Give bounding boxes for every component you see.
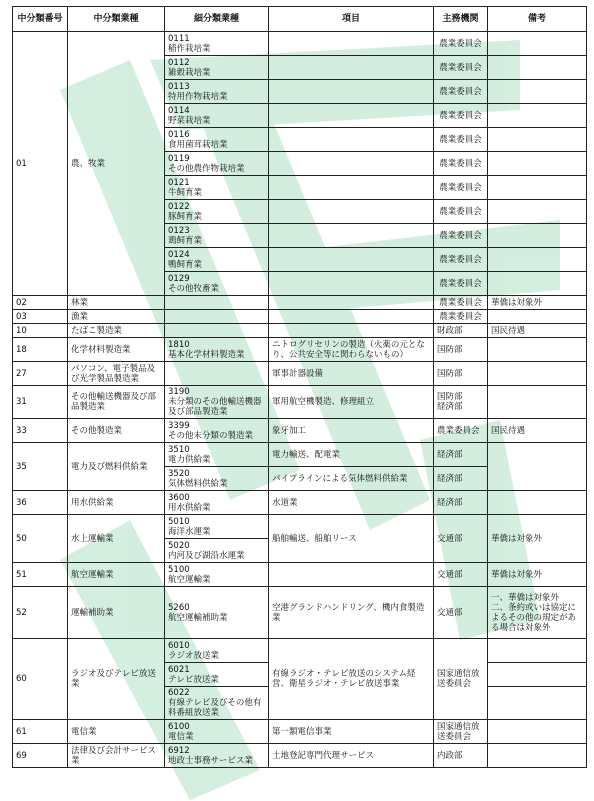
- table-row: [13, 32, 587, 56]
- sub-name: 鴨飼育業: [168, 259, 203, 270]
- industry-cell: 農、牧業: [68, 32, 165, 296]
- sub-name: その他未分類の製造業: [168, 430, 254, 441]
- sub-cell: [165, 639, 269, 663]
- sub-code: 6912: [168, 745, 190, 756]
- code-cell: 51: [13, 563, 68, 587]
- note-cell: [488, 663, 587, 687]
- sub-code: 0111: [168, 33, 190, 44]
- agency-cell: 農業委員会: [434, 56, 488, 80]
- table-row: [13, 587, 587, 639]
- note-cell: [488, 338, 587, 362]
- sub-cell: [165, 539, 269, 563]
- sub-code: 3520: [168, 468, 190, 479]
- note-cell: [488, 491, 587, 515]
- item-cell: [269, 563, 434, 587]
- note-cell: [488, 32, 587, 56]
- sub-cell: [165, 491, 269, 515]
- item-cell: [269, 128, 434, 152]
- code-cell: 03: [13, 310, 68, 324]
- item-cell: 軍事計器設備: [269, 362, 434, 386]
- note-cell: [488, 362, 587, 386]
- agency-cell: 農業委員会: [434, 32, 488, 56]
- note-cell: 国民待遇: [488, 419, 587, 443]
- sub-code: 3190: [168, 387, 190, 397]
- agency-cell: 財政部: [434, 324, 488, 338]
- sub-cell: [165, 515, 269, 539]
- industry-cell: 法律及び会計サービス業: [68, 744, 165, 768]
- item-cell: 有線ラジオ・テレビ放送のシステム経営、衛星ラジオ・テレビ放送事業: [269, 639, 434, 720]
- agency-cell: 農業委員会: [434, 419, 488, 443]
- agency-cell: 経済部: [434, 491, 488, 515]
- sub-code: 5260: [168, 602, 190, 613]
- note-cell: 国民待遇: [488, 324, 587, 338]
- sub-name: 用水供給業: [168, 502, 211, 513]
- sub-code: 0123: [168, 225, 190, 236]
- note-cell: [488, 56, 587, 80]
- item-cell: [269, 152, 434, 176]
- sub-name: 食用菌茸栽培業: [168, 139, 228, 150]
- table-body: [13, 32, 587, 768]
- sub-cell: [165, 663, 269, 687]
- sub-name: 牛飼育業: [168, 187, 203, 198]
- sub-code: 0112: [168, 57, 190, 68]
- table-row: [13, 296, 587, 310]
- sub-code: 3510: [168, 444, 190, 455]
- sub-cell: [165, 744, 269, 768]
- sub-name: 特用作物栽培業: [168, 91, 228, 102]
- industry-table: [12, 6, 587, 768]
- code-cell: 31: [13, 386, 68, 419]
- agency-cell: 農業委員会: [434, 224, 488, 248]
- sub-name: 航空運輸業: [168, 574, 211, 585]
- industry-cell: その他製造業: [68, 419, 165, 443]
- note-cell: 華僑は対象外: [488, 515, 587, 563]
- agency-cell: 経済部: [434, 443, 488, 467]
- sub-name: 電信業: [168, 731, 194, 742]
- sub-code: 0113: [168, 81, 190, 92]
- code-cell: 18: [13, 338, 68, 362]
- item-cell: 軍用航空機製造、修理組立: [269, 386, 434, 419]
- item-cell: 電力輸送、配電業: [269, 443, 434, 467]
- industry-cell: たばこ製造業: [68, 324, 165, 338]
- sub-code: 6010: [168, 640, 190, 651]
- industry-cell: 水上運輸業: [68, 515, 165, 563]
- table-row: [13, 419, 587, 443]
- industry-cell: 用水供給業: [68, 491, 165, 515]
- sub-cell: [165, 338, 269, 362]
- sub-name: 野菜栽培業: [168, 115, 211, 126]
- agency-cell: 国防部 経済部: [434, 386, 488, 419]
- item-cell: 第一類電信事業: [269, 720, 434, 744]
- agency-cell: 農業委員会: [434, 80, 488, 104]
- header-industry: 中分類業種: [68, 7, 165, 32]
- code-cell: 52: [13, 587, 68, 639]
- sub-code: 0124: [168, 249, 190, 260]
- code-cell: 27: [13, 362, 68, 386]
- sub-name: その他農作物栽培業: [168, 163, 245, 174]
- sub-name: 鶏飼育業: [168, 235, 203, 246]
- sub-cell: [165, 296, 269, 310]
- table-row: [13, 443, 587, 467]
- code-cell: 60: [13, 639, 68, 720]
- header-sub-industry: 細分類業種: [165, 7, 269, 32]
- sub-cell: [165, 272, 269, 296]
- table-row: [13, 310, 587, 324]
- industry-cell: パソコン、電子製品及び光学製品製造業: [68, 362, 165, 386]
- header-item: 項目: [269, 7, 434, 32]
- note-cell: [488, 272, 587, 296]
- sub-cell: [165, 587, 269, 639]
- agency-cell: 農業委員会: [434, 176, 488, 200]
- table-row: [13, 639, 587, 663]
- industry-cell: 電信業: [68, 720, 165, 744]
- note-cell: 一、華僑は対象外 二、条約或いは協定によるその他の規定がある場合は対象外: [488, 587, 587, 639]
- agency-cell: 農業委員会: [434, 296, 488, 310]
- table-row: [13, 324, 587, 338]
- industry-cell: 電力及び燃料供給業: [68, 443, 165, 491]
- sub-name: 地政士事務サービス業: [168, 755, 254, 766]
- sub-code: 6100: [168, 721, 190, 732]
- item-cell: 象牙加工: [269, 419, 434, 443]
- table-row: [13, 563, 587, 587]
- code-cell: 69: [13, 744, 68, 768]
- code-cell: 02: [13, 296, 68, 310]
- sub-cell: [165, 56, 269, 80]
- sub-code: 6021: [168, 664, 190, 675]
- sub-name: 海洋水運業: [168, 526, 211, 537]
- agency-cell: 交通部: [434, 515, 488, 563]
- sub-name: 基本化学材料製造業: [168, 349, 245, 360]
- item-cell: [269, 310, 434, 324]
- industry-cell: 運輸補助業: [68, 587, 165, 639]
- agency-cell: 農業委員会: [434, 152, 488, 176]
- agency-cell: 農業委員会: [434, 128, 488, 152]
- sub-cell: [165, 362, 269, 386]
- note-cell: [488, 310, 587, 324]
- sub-code: 3399: [168, 420, 190, 431]
- sub-name: 航空運輸補助業: [168, 612, 228, 623]
- item-cell: [269, 248, 434, 272]
- agency-cell: 内政部: [434, 744, 488, 768]
- code-cell: 01: [13, 32, 68, 296]
- table-row: [13, 491, 587, 515]
- industry-cell: 化学材料製造業: [68, 338, 165, 362]
- code-cell: 35: [13, 443, 68, 491]
- item-cell: 空港グランドハンドリング、機内食製造業: [269, 587, 434, 639]
- agency-cell: 農業委員会: [434, 272, 488, 296]
- sub-code: 5020: [168, 540, 190, 551]
- table-row: [13, 744, 587, 768]
- agency-cell: 国家通信放送委員会: [434, 720, 488, 744]
- sub-code: 1810: [168, 339, 190, 350]
- agency-cell: 農業委員会: [434, 248, 488, 272]
- note-cell: [488, 248, 587, 272]
- header-row: [13, 7, 587, 32]
- sub-code: 0129: [168, 273, 190, 284]
- table-row: [13, 720, 587, 744]
- sub-cell: [165, 200, 269, 224]
- industry-cell: ラジオ及びテレビ放送業: [68, 639, 165, 720]
- note-cell: [488, 104, 587, 128]
- table-row: [13, 386, 587, 419]
- sub-cell: [165, 720, 269, 744]
- code-cell: 33: [13, 419, 68, 443]
- code-cell: 36: [13, 491, 68, 515]
- header-note: 備考: [488, 7, 587, 32]
- agency-cell: 国家通信放送委員会: [434, 639, 488, 720]
- note-cell: [488, 80, 587, 104]
- agency-cell: 農業委員会: [434, 310, 488, 324]
- code-cell: 10: [13, 324, 68, 338]
- sub-cell: [165, 32, 269, 56]
- item-cell: [269, 104, 434, 128]
- industry-cell: 漁業: [68, 310, 165, 324]
- sub-cell: [165, 563, 269, 587]
- agency-cell: 経済部: [434, 467, 488, 491]
- note-cell: [488, 744, 587, 768]
- sub-name: 有線テレビ及びその他有料番組放送業: [168, 698, 262, 718]
- agency-cell: 国防部: [434, 362, 488, 386]
- item-cell: [269, 32, 434, 56]
- agency-cell: 交通部: [434, 563, 488, 587]
- item-cell: [269, 324, 434, 338]
- note-cell: [488, 152, 587, 176]
- note-cell: [488, 443, 587, 491]
- sub-code: 5100: [168, 564, 190, 575]
- agency-cell: 国防部: [434, 338, 488, 362]
- sub-code: 0119: [168, 153, 190, 164]
- note-cell: [488, 639, 587, 663]
- item-cell: [269, 80, 434, 104]
- sub-name: 豚飼育業: [168, 211, 203, 222]
- item-cell: [269, 296, 434, 310]
- note-cell: [488, 386, 587, 419]
- sub-code: 0116: [168, 129, 190, 140]
- sub-name: 未分類のその他輸送機器及び部品製造業: [168, 397, 262, 417]
- sub-cell: [165, 224, 269, 248]
- item-cell: パイプラインによる気体燃料供給業: [269, 467, 434, 491]
- sub-cell: [165, 176, 269, 200]
- note-cell: [488, 128, 587, 152]
- sub-code: 3600: [168, 492, 190, 503]
- item-cell: [269, 272, 434, 296]
- item-cell: [269, 224, 434, 248]
- header-agency: 主務機関: [434, 7, 488, 32]
- sub-name: 雑穀栽培業: [168, 67, 211, 78]
- sub-code: 6022: [168, 688, 190, 698]
- sub-cell: [165, 443, 269, 467]
- sub-cell: [165, 310, 269, 324]
- header-code: 中分類番号: [13, 7, 68, 32]
- code-cell: 61: [13, 720, 68, 744]
- item-cell: [269, 56, 434, 80]
- item-cell: 土地登記専門代理サービス: [269, 744, 434, 768]
- sub-name: 電力供給業: [168, 454, 211, 465]
- agency-cell: 農業委員会: [434, 104, 488, 128]
- item-cell: [269, 176, 434, 200]
- sub-name: その他牧畜業: [168, 283, 220, 294]
- sub-code: 0114: [168, 105, 190, 116]
- sub-cell: [165, 128, 269, 152]
- industry-cell: 航空運輸業: [68, 563, 165, 587]
- sub-cell: [165, 104, 269, 128]
- sub-name: 気体燃料供給業: [168, 478, 228, 489]
- item-cell: 船舶輸送、船舶リース: [269, 515, 434, 563]
- table-row: [13, 338, 587, 362]
- sub-code: 0122: [168, 201, 190, 212]
- sub-name: 稲作栽培業: [168, 43, 211, 54]
- sub-cell: [165, 152, 269, 176]
- sub-cell: [165, 248, 269, 272]
- code-cell: 50: [13, 515, 68, 563]
- agency-cell: 交通部: [434, 587, 488, 639]
- note-cell: 華僑は対象外: [488, 563, 587, 587]
- sub-code: 5010: [168, 516, 190, 527]
- sub-name: テレビ放送業: [168, 674, 219, 685]
- table-row: [13, 515, 587, 539]
- note-cell: [488, 687, 587, 720]
- item-cell: [269, 200, 434, 224]
- sub-cell: [165, 419, 269, 443]
- table-row: [13, 362, 587, 386]
- sub-cell: [165, 80, 269, 104]
- note-cell: [488, 200, 587, 224]
- sub-cell: [165, 324, 269, 338]
- sub-cell: [165, 687, 269, 720]
- note-cell: [488, 720, 587, 744]
- item-cell: ニトログリセリンの製造（火薬の元となり、公共安全等に関わらないもの）: [269, 338, 434, 362]
- item-cell: 水道業: [269, 491, 434, 515]
- sub-name: ラジオ放送業: [168, 650, 220, 661]
- note-cell: [488, 224, 587, 248]
- agency-cell: 農業委員会: [434, 200, 488, 224]
- sub-code: 0121: [168, 177, 190, 188]
- sub-cell: [165, 467, 269, 491]
- sub-cell: [165, 386, 269, 419]
- industry-cell: その他輸送機器及び部品製造業: [68, 386, 165, 419]
- note-cell: 華僑は対象外: [488, 296, 587, 310]
- note-cell: [488, 176, 587, 200]
- sub-name: 内河及び湖沿水運業: [168, 550, 245, 561]
- industry-cell: 林業: [68, 296, 165, 310]
